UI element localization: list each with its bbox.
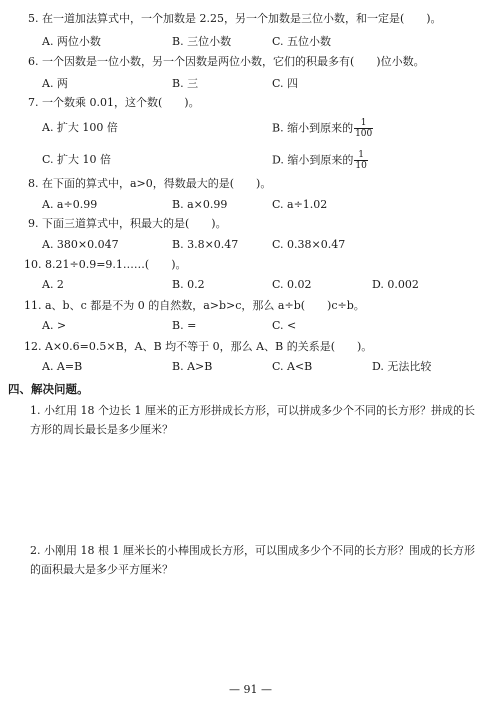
question-7-stem: 7. 一个数乘 0.01，这个数( )。 xyxy=(28,96,200,109)
question-7-option-b-text: B. 缩小到原来的 xyxy=(272,121,354,135)
question-5-stem: 5. 在一道加法算式中，一个加数是 2.25，另一个加数是三位小数，和一定是( )。 xyxy=(28,12,442,25)
question-9-option-c: C. 0.38×0.47 xyxy=(272,238,346,251)
page-number: — 91 — xyxy=(229,683,272,696)
problem-2: 2. 小刚用 18 根 1 厘米长的小棒围成长方形，可以围成多少个不同的长方形？围成的长方形的面积最大是多少平方厘米？ xyxy=(30,544,475,576)
question-7-option-a: A. 扩大 100 倍 xyxy=(42,121,118,134)
question-9-stem: 9. 下面三道算式中，积最大的是( )。 xyxy=(28,217,227,230)
question-8-option-c: C. a÷1.02 xyxy=(272,198,328,211)
question-9-option-a: A. 380×0.047 xyxy=(42,238,119,251)
question-12-option-b: B. A>B xyxy=(172,360,213,373)
question-12-option-a: A. A=B xyxy=(42,360,83,373)
question-6-option-c: C. 四 xyxy=(272,77,299,90)
problem-1: 1. 小红用 18 个边长 1 厘米的正方形拼成长方形，可以拼成多少个不同的长方形？拼成的长方形的周长最长是多少厘米？ xyxy=(30,404,475,436)
question-7-option-c: C. 扩大 10 倍 xyxy=(42,153,112,166)
fraction-denominator: 10 xyxy=(355,161,367,171)
fraction-numerator: 1 xyxy=(354,118,373,129)
question-11-option-b: B. = xyxy=(172,319,197,332)
question-12-option-d: D. 无法比较 xyxy=(372,360,432,373)
question-12-option-c: C. A<B xyxy=(272,360,313,373)
question-12-stem: 12. A×0.6=0.5×B，A、B 均不等于 0，那么 A、B 的关系是( )。 xyxy=(24,340,373,353)
question-11-option-a: A. > xyxy=(42,319,67,332)
question-5-option-b: B. 三位小数 xyxy=(172,35,232,48)
question-6-stem: 6. 一个因数是一位小数，另一个因数是两位小数，它们的积最多有( )位小数。 xyxy=(28,55,425,68)
question-9-option-b: B. 3.8×0.47 xyxy=(172,238,239,251)
question-5-option-c: C. 五位小数 xyxy=(272,35,332,48)
question-7-option-d-text: D. 缩小到原来的 xyxy=(272,153,354,167)
question-6-option-a: A. 两 xyxy=(42,77,68,90)
fraction-one-hundredth xyxy=(354,118,373,139)
fraction-one-tenth xyxy=(354,150,367,171)
question-7-option-d xyxy=(272,150,368,171)
question-8-option-a: A. a÷0.99 xyxy=(42,198,98,211)
question-6-option-b: B. 三 xyxy=(172,77,199,90)
question-10-option-a: A. 2 xyxy=(42,278,64,291)
section-title: 四、解决问题。 xyxy=(8,382,89,396)
question-10-option-b: B. 0.2 xyxy=(172,278,205,291)
question-10-option-c: C. 0.02 xyxy=(272,278,312,291)
question-10-option-d: D. 0.002 xyxy=(372,278,419,291)
fraction-denominator: 100 xyxy=(355,129,373,139)
fraction-numerator: 1 xyxy=(354,150,367,161)
question-11-option-c: C. < xyxy=(272,319,297,332)
question-11-stem: 11. a、b、c 都是不为 0 的自然数，a>b>c，那么 a÷b( )c÷b。 xyxy=(24,299,365,312)
question-5-option-a: A. 两位小数 xyxy=(42,35,101,48)
question-8-stem: 8. 在下面的算式中，a>0，得数最大的是( )。 xyxy=(28,177,272,190)
question-8-option-b: B. a×0.99 xyxy=(172,198,228,211)
question-7-option-b xyxy=(272,118,373,139)
question-10-stem: 10. 8.21÷0.9=9.1……( )。 xyxy=(24,258,187,271)
